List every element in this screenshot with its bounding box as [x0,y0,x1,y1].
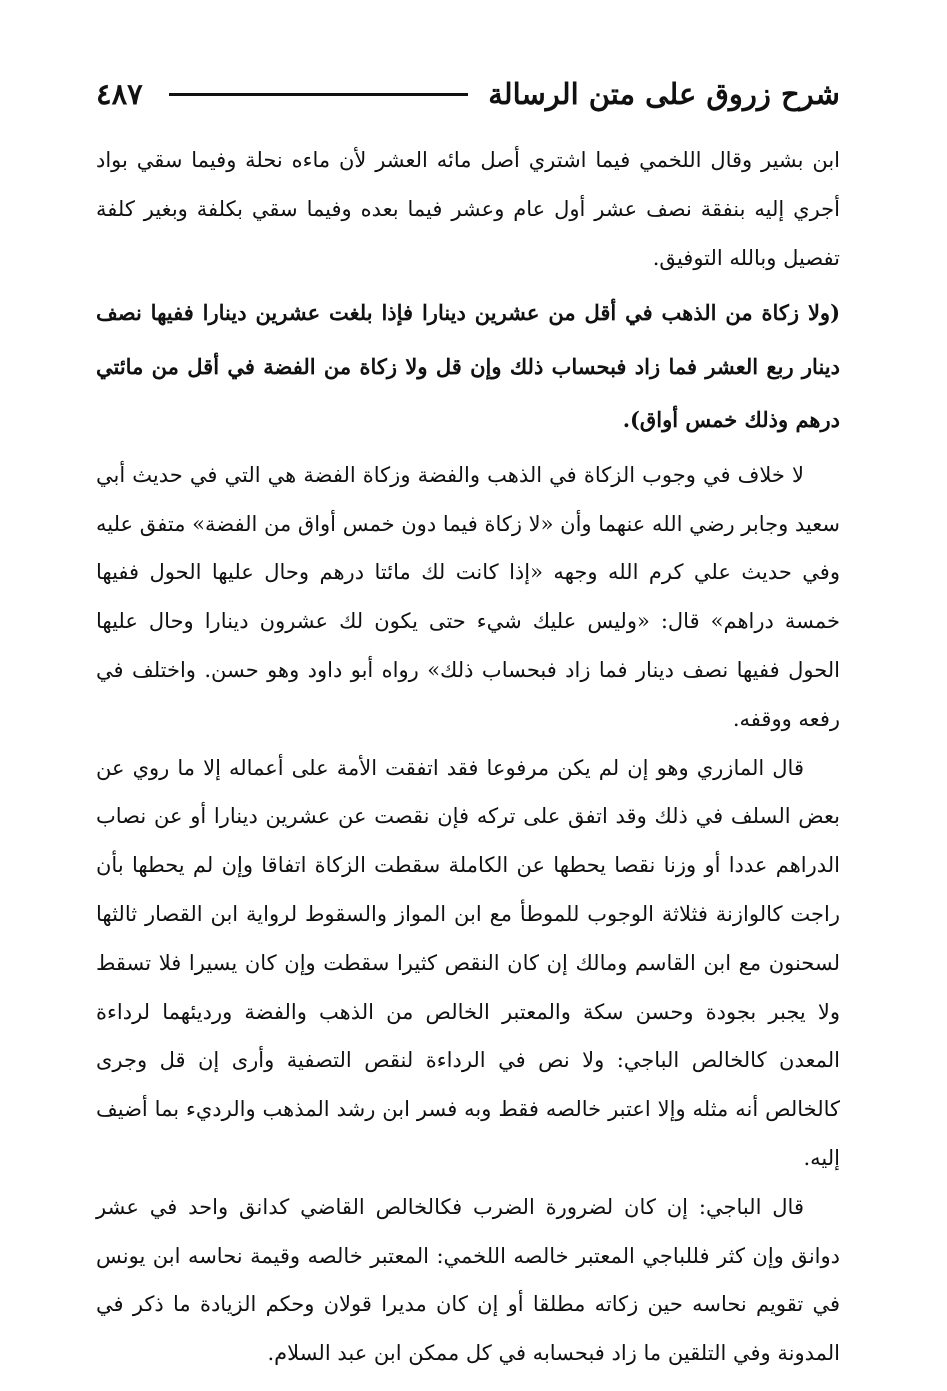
body-text [96,136,840,1378]
header-rule [169,93,468,96]
paragraph-matn-quote: (ولا زكاة من الذهب في أقل من عشرين دينارا فإذا بلغت عشرين دينارا ففيها نصف دينار ربع العشر فما زاد فبحساب ذلك وإن قل ولا زكاة من الفضة في أقل من مائتي درهم وذلك خمس أواق). [96,300,840,433]
paragraph-commentary: قال المازري وهو إن لم يكن مرفوعا فقد اتفقت الأمة على أعماله إلا ما روي عن بعض السلف في ذلك وقد اتفق على تركه فإن نقصت عن عشرين دينارا أو عن نصاب الدراهم عددا أو وزنا نقصا يحطها عن الكاملة سقطت الزكاة اتفاقا وإن لم يحطها بأن راجت كالوازنة فثلاثة الوجوب للموطأ مع ابن المواز والسقوط لرواية ابن القصار ثالثها لسحنون مع ابن القاسم ومالك إن كان النقص كثيرا سقطت وإن كان يسيرا فلا تسقط ولا يجبر بجودة وحسن سكة والمعتبر الخالص من الذهب والفضة ورديئهما لرداءة المعدن كالخالص الباجي: ولا نص في الرداءة لنقص التصفية وأرى إن قل وجرى كالخالص أنه مثله وإلا اعتبر خالصه فقط وبه فسر ابن رشد المذهب والرديء بما أضيف إليه. [96,755,840,1171]
paragraph-commentary: لا خلاف في وجوب الزكاة في الذهب والفضة وزكاة الفضة هي التي في حديث أبي سعيد وجابر رضي الله عنهما وأن «لا زكاة فيما دون خمس أواق من الفضة» متفق عليه وفي حديث علي كرم الله وجهه «إذا كانت لك مائتا درهم وحال عليها الحول ففيها خمسة دراهم» قال: «وليس عليك شيء حتى يكون لك عشرون دينارا وحال عليها الحول ففيها نصف دينار فما زاد فبحساب ذلك» رواه أبو داود وهو حسن. واختلف في رفعه ووقفه. [96,462,840,731]
running-title: شرح زروق على متن الرسالة [488,77,840,111]
page-header [96,72,840,116]
page-number: ٤٨٧ [96,77,143,111]
paragraph-commentary: قال الباجي: إن كان لضرورة الضرب فكالخالص القاضي كدانق واحد في عشر دوانق وإن كثر فللباجي المعتبر خالصه اللخمي: المعتبر خالصه وقيمة نحاسه ابن يونس في تقويم نحاسه حين زكاته مطلقا أو إن كان مديرا قولان وحكم الزيادة ما ذكر في المدونة وفي التلقين ما زاد فبحسابه في كل ممكن ابن عبد السلام. [96,1194,840,1366]
paragraph-commentary-continued: ابن بشير وقال اللخمي فيما اشتري أصل مائه العشر لأن ماءه نحلة وفيما سقي بواد أجري إليه بنفقة نصف عشر أول عام وعشر فيما بعده وفيما سقي بكلفة وبغير كلفة تفصيل وبالله التوفيق. [96,148,840,270]
